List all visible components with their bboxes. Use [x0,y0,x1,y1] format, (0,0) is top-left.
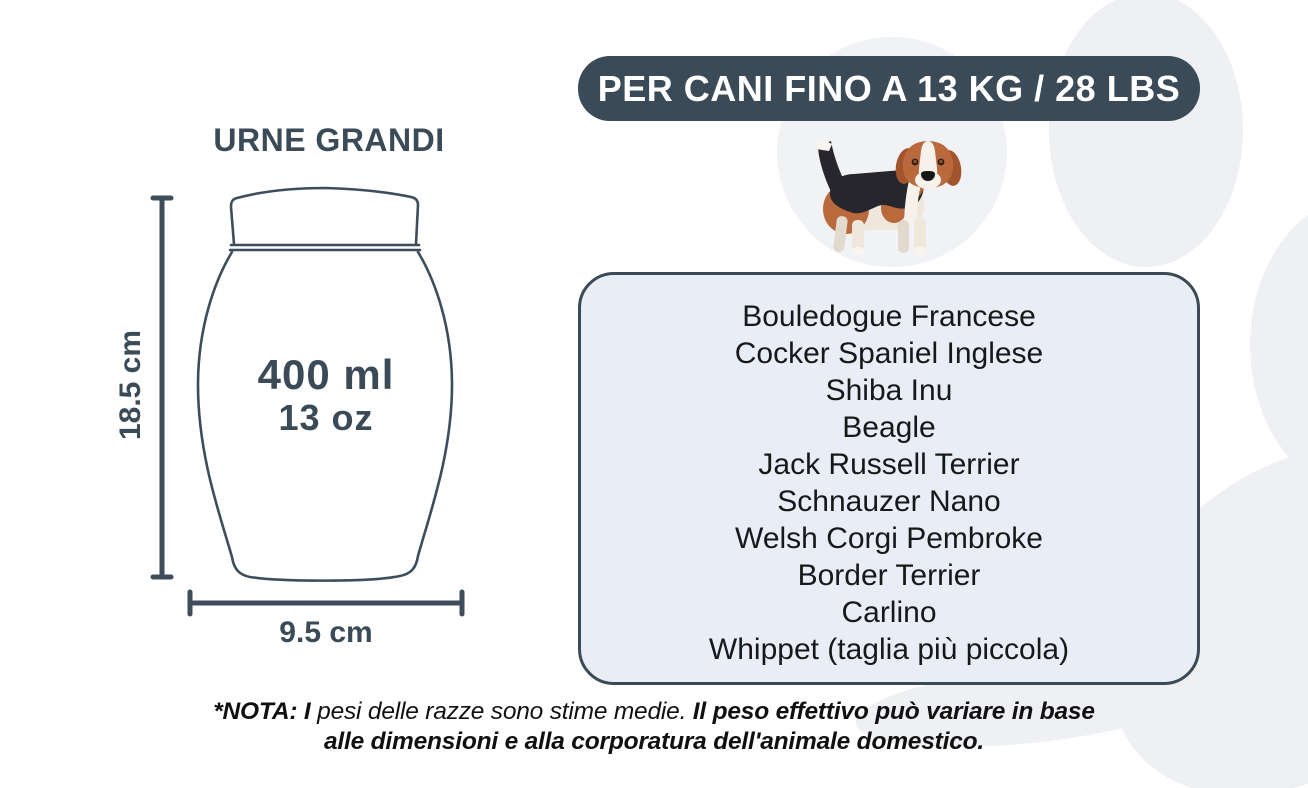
beagle-head [893,141,964,189]
urn-lid [230,188,420,250]
width-dimension-line [190,592,462,614]
urn-size-title: URNE GRANDI [213,122,445,158]
footnote-line-2: alle dimensioni e alla corporatura dell'animale domestico. [323,728,985,755]
breed-list-item: Shiba Inu [825,374,953,407]
footnote [0,697,1308,757]
height-dimension-line [153,198,171,577]
breed-list-item: Jack Russell Terrier [758,448,1020,481]
breed-list-item: Beagle [842,411,936,444]
footnote-segment: *NOTA: I [213,698,311,725]
urn-height-label: 18.5 cm [114,329,147,441]
urn-capacity-label [206,352,446,438]
breed-list-item: Bouledogue Francese [742,300,1036,333]
footnote-line-1 [0,697,1308,727]
capacity-oz: 13 oz [278,397,374,438]
beagle-illustration [802,136,972,258]
breed-list-item: Border Terrier [797,559,981,592]
footnote-segment: Il peso effettivo può variare in base [692,698,1095,725]
breed-list-item: Cocker Spaniel Inglese [734,337,1044,370]
paw-toe-icon [1250,195,1308,495]
weight-capacity-badge: PER CANI FINO A 13 KG / 28 LBS [578,56,1200,121]
breed-list-box [578,272,1200,685]
paw-toe-icon [1049,0,1243,267]
breed-list-item: Welsh Corgi Pembroke [735,522,1043,555]
urn-width-label: 9.5 cm [279,616,373,649]
capacity-ml: 400 ml [257,351,395,398]
breed-list-item: Schnauzer Nano [777,485,1001,518]
footnote-segment: pesi delle razze sono stime medie. [310,698,693,725]
breed-list-item: Whippet (taglia più piccola) [708,633,1070,666]
breed-list-item: Carlino [841,596,937,629]
